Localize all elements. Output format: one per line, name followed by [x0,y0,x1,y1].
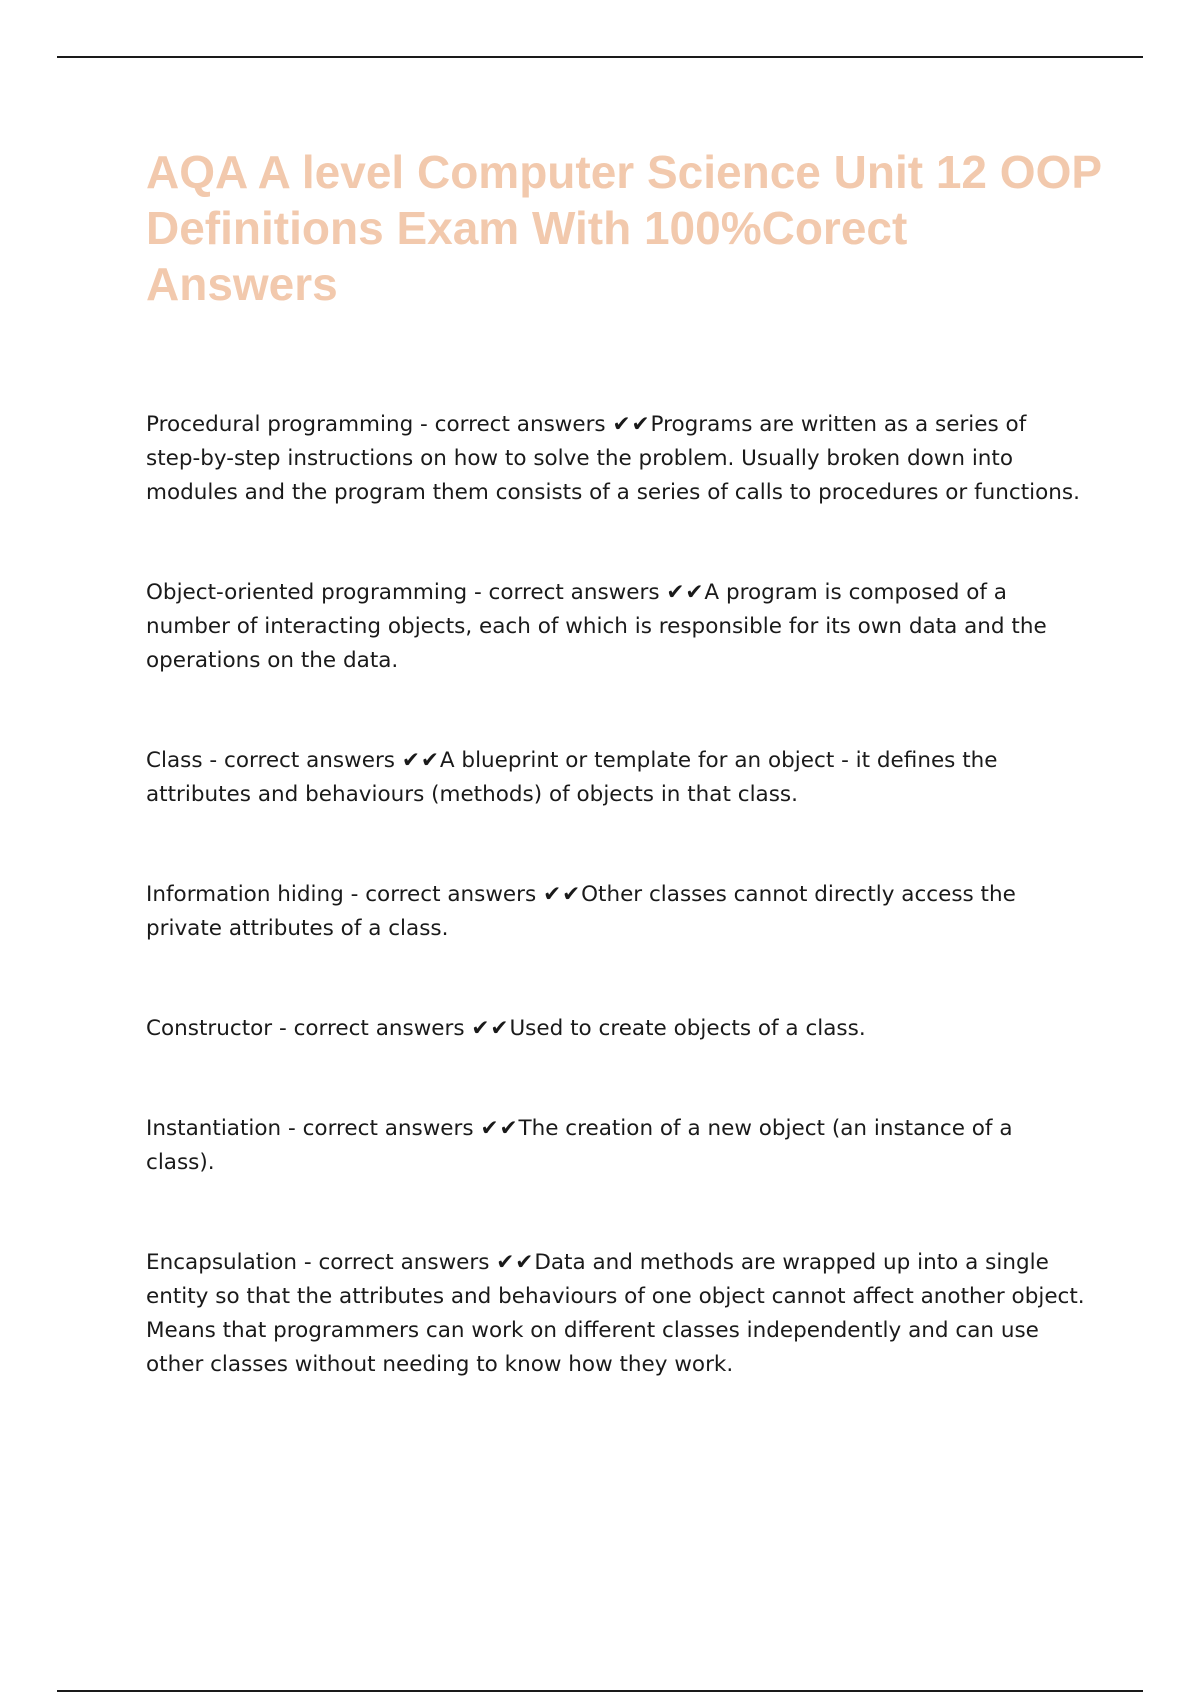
term: Object-oriented programming [146,580,468,605]
double-check-icon: ✔✔ [543,882,582,907]
double-check-icon: ✔✔ [496,1250,535,1275]
answer-label: correct answers [293,1016,465,1041]
top-divider [57,56,1143,58]
answer-label: correct answers [224,748,395,773]
definition-text: Programs are written as a series of step-by-step instructions on how to solve the problem. Usually broken down into modules and the program them consists of a series of calls to procedures or functions. [146,412,1080,505]
definition-entry: Information hiding - correct answers ✔✔Other classes cannot directly access the private attributes of a class. [146,882,1016,941]
definition-text: A blueprint or template for an object - it defines the attributes and behaviours (methods) of objects in that class. [146,748,998,807]
term: Information hiding [146,882,344,907]
definition-text: Data and methods are wrapped up into a single entity so that the attributes and behaviours of one object cannot affect another object. Means that programmers can work on different classes independently and can use other classes without needing to know how they work. [146,1250,1085,1377]
double-check-icon: ✔✔ [480,1116,519,1141]
definition-text: The creation of a new object (an instance of a class). [146,1116,1013,1175]
term: Encapsulation [146,1250,298,1275]
definition-entry: Class - correct answers ✔✔A blueprint or template for an object - it defines the attributes and behaviours (methods) of objects in that class. [146,748,998,807]
definition-text: Other classes cannot directly access the private attributes of a class. [146,882,1016,941]
definition-entry: Object-oriented programming - correct answers ✔✔A program is composed of a number of interacting objects, each of which is responsible for its own data and the operations on the data. [146,580,1047,673]
double-check-icon: ✔✔ [666,580,705,605]
definition-text: Used to create objects of a class. [509,1016,866,1041]
definition-entry: Constructor - correct answers ✔✔Used to create objects of a class. [146,1016,866,1041]
answer-label: correct answers [318,1250,490,1275]
answer-label: correct answers [302,1116,474,1141]
answer-label: correct answers [365,882,537,907]
term: Constructor [146,1016,273,1041]
answer-label: correct answers [434,412,606,437]
bottom-divider [57,1690,1143,1692]
definitions-list [146,408,1086,1382]
term: Instantiation [146,1116,282,1141]
double-check-icon: ✔✔ [612,412,651,437]
document-title: AQA A level Computer Science Unit 12 OOP Definitions Exam With 100%Corect Answers [146,146,1102,310]
definition-entry: Encapsulation - correct answers ✔✔Data and methods are wrapped up into a single entity so that the attributes and behaviours of one object cannot affect another object. Means that programmers can work on different classes independently and can use other classes without needing to know how they work. [146,1250,1085,1377]
answer-label: correct answers [488,580,660,605]
definition-text: A program is composed of a number of interacting objects, each of which is responsible for its own data and the operations on the data. [146,580,1047,673]
double-check-icon: ✔✔ [471,1016,510,1041]
term: Procedural programming [146,412,414,437]
term: Class [146,748,203,773]
double-check-icon: ✔✔ [401,748,440,773]
definition-entry: Procedural programming - correct answers ✔✔Programs are written as a series of step-by-step instructions on how to solve the problem. Usually broken down into modules and the program them consists of a series of calls to procedures or functions. [146,412,1080,505]
definition-entry: Instantiation - correct answers ✔✔The creation of a new object (an instance of a class). [146,1116,1013,1175]
